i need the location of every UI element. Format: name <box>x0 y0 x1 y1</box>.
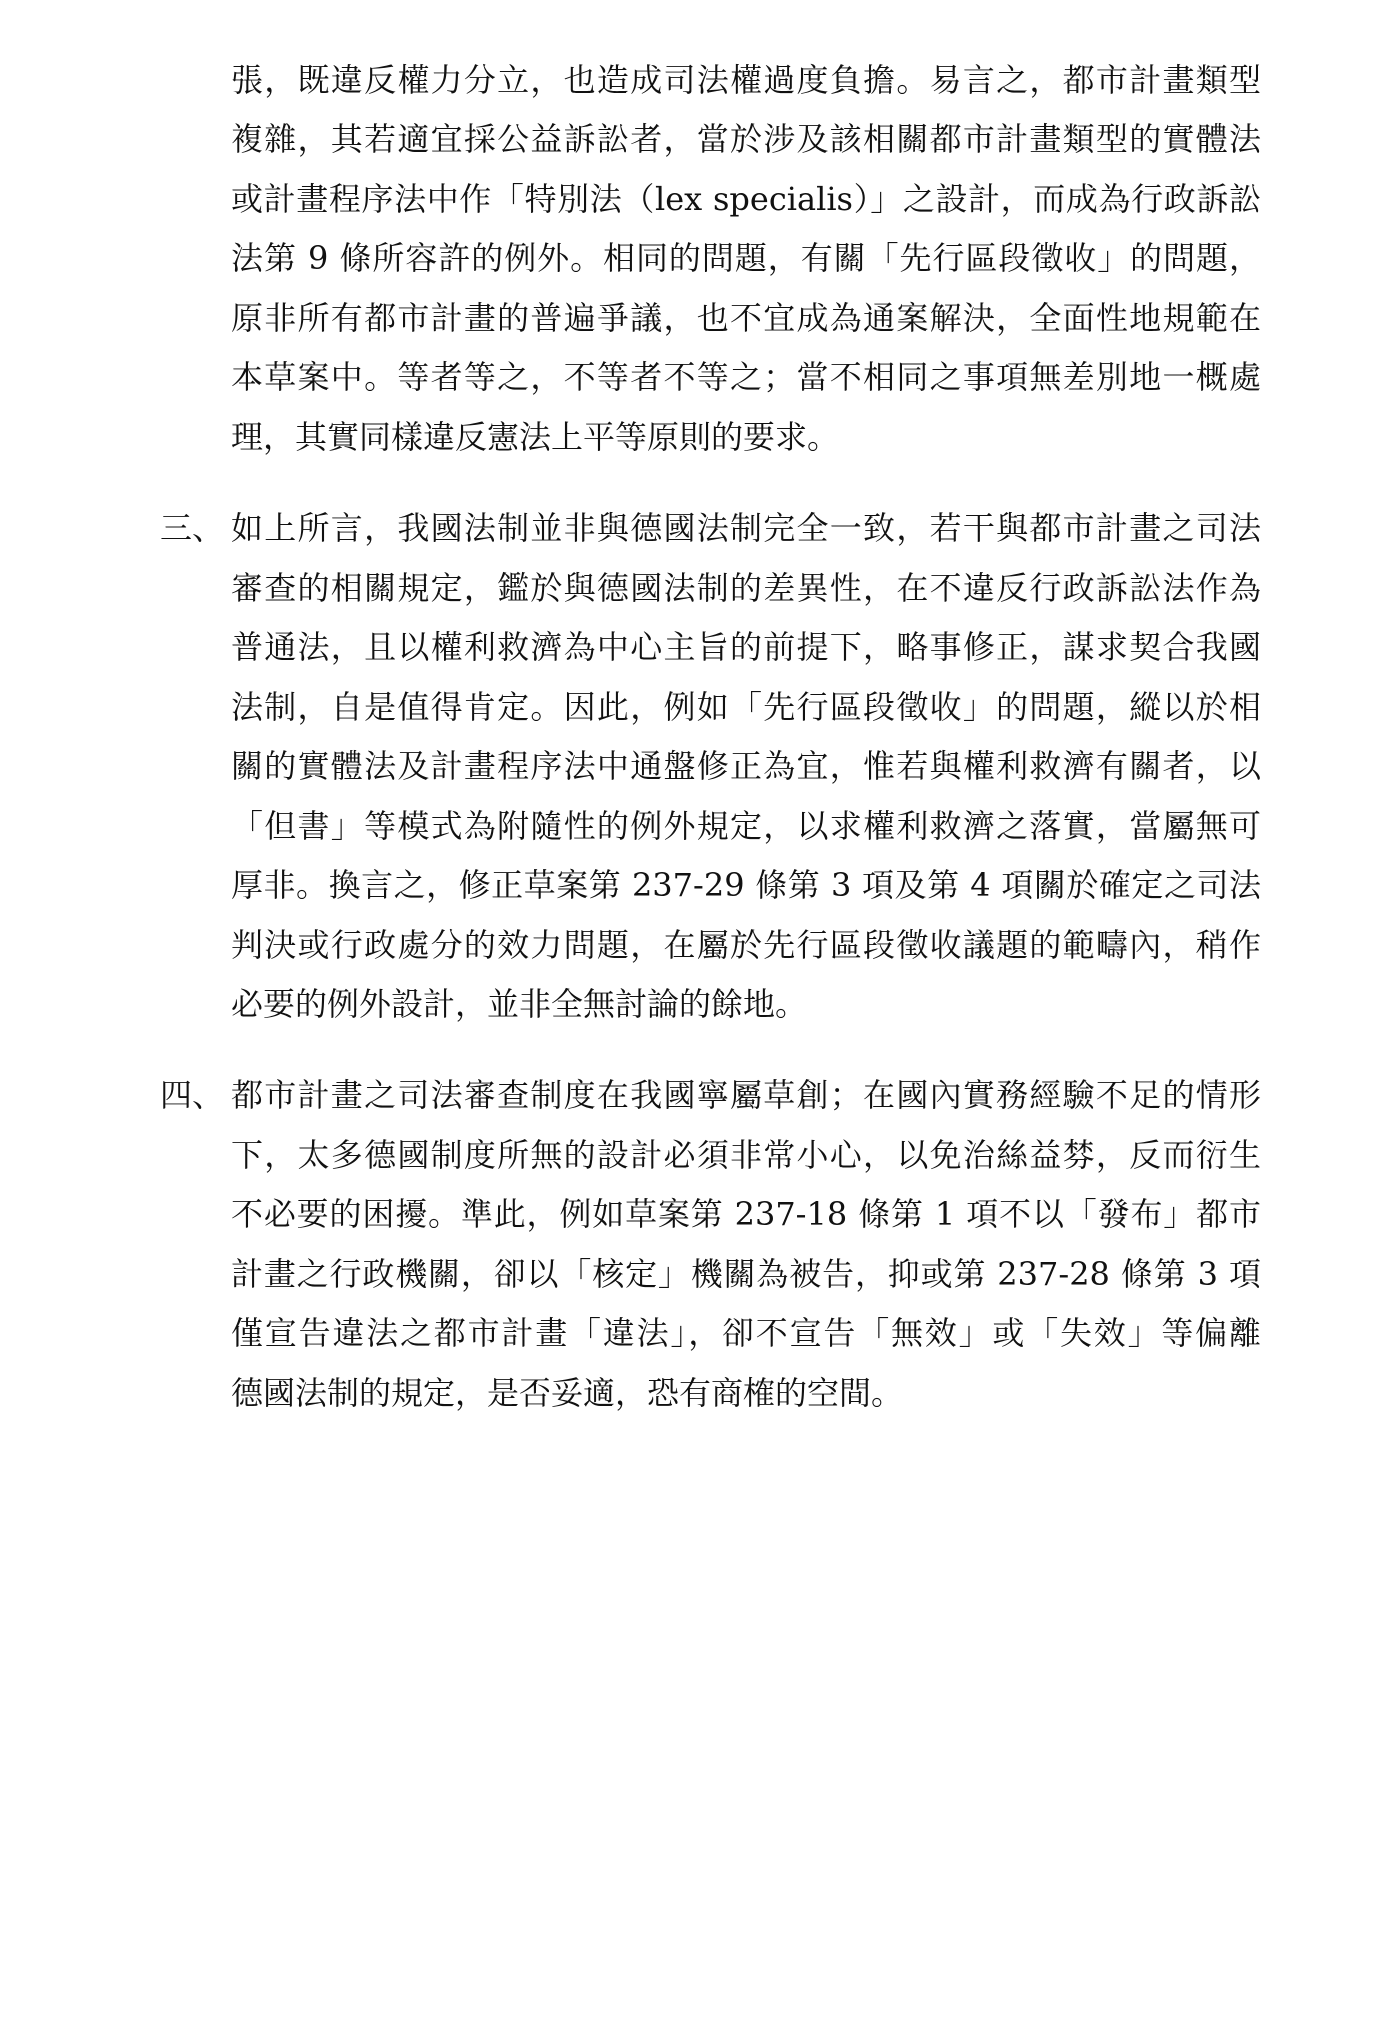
paragraph-line: 理，其實同樣違反憲法上平等原則的要求。 <box>231 418 840 456</box>
item-line: 普通法，且以權利救濟為中心主旨的前提下，略事修正，謀求契合我國 <box>231 628 1261 666</box>
paragraph-line: 複雜，其若適宜採公益訴訟者，當於涉及該相關都市計畫類型的實體法 <box>231 120 1261 158</box>
paragraph-line: 本草案中。等者等之，不等者不等之；當不相同之事項無差別地一概處 <box>231 358 1261 396</box>
item-line: 不必要的困擾。準此，例如草案第 237-18 條第 1 項不以「發布」都市 <box>231 1195 1261 1233</box>
item-line: 厚非。換言之，修正草案第 237-29 條第 3 項及第 4 項關於確定之司法 <box>231 866 1261 904</box>
item-line: 如上所言，我國法制並非與德國法制完全一致，若干與都市計畫之司法 <box>231 509 1261 547</box>
paragraph-line: 原非所有都市計畫的普遍爭議，也不宜成為通案解決，全面性地規範在 <box>231 299 1261 337</box>
paragraph-line: 或計畫程序法中作「特別法（lex specialis）」之設計，而成為行政訴訟 <box>231 180 1261 218</box>
item-line: 都市計畫之司法審查制度在我國寧屬草創；在國內實務經驗不足的情形 <box>231 1076 1261 1114</box>
paragraph-line: 張，既違反權力分立，也造成司法權過度負擔。易言之，都市計畫類型 <box>231 61 1261 99</box>
item-line: 「但書」等模式為附隨性的例外規定，以求權利救濟之落實，當屬無可 <box>231 807 1261 845</box>
item-marker: 四、 <box>160 1076 225 1114</box>
item-line: 僅宣告違法之都市計畫「違法」，卻不宣告「無效」或「失效」等偏離 <box>231 1314 1261 1352</box>
item-line: 德國法制的規定，是否妥適，恐有商榷的空間。 <box>231 1374 904 1412</box>
item-line: 下，太多德國制度所無的設計必須非常小心，以免治絲益棼，反而衍生 <box>231 1136 1261 1174</box>
item-marker: 三、 <box>160 509 225 547</box>
item-line: 法制，自是值得肯定。因此，例如「先行區段徵收」的問題，縱以於相 <box>231 688 1261 726</box>
item-line: 必要的例外設計，並非全無討論的餘地。 <box>231 985 808 1023</box>
item-line: 關的實體法及計畫程序法中通盤修正為宜，惟若與權利救濟有關者，以 <box>231 747 1261 785</box>
item-line: 審查的相關規定，鑑於與德國法制的差異性，在不違反行政訴訟法作為 <box>231 569 1261 607</box>
item-line: 計畫之行政機關，卻以「核定」機關為被告，抑或第 237-28 條第 3 項 <box>231 1255 1261 1293</box>
item-line: 判決或行政處分的效力問題，在屬於先行區段徵收議題的範疇內，稍作 <box>231 926 1261 964</box>
paragraph-line: 法第 9 條所容許的例外。相同的問題，有關「先行區段徵收」的問題， <box>231 239 1261 277</box>
